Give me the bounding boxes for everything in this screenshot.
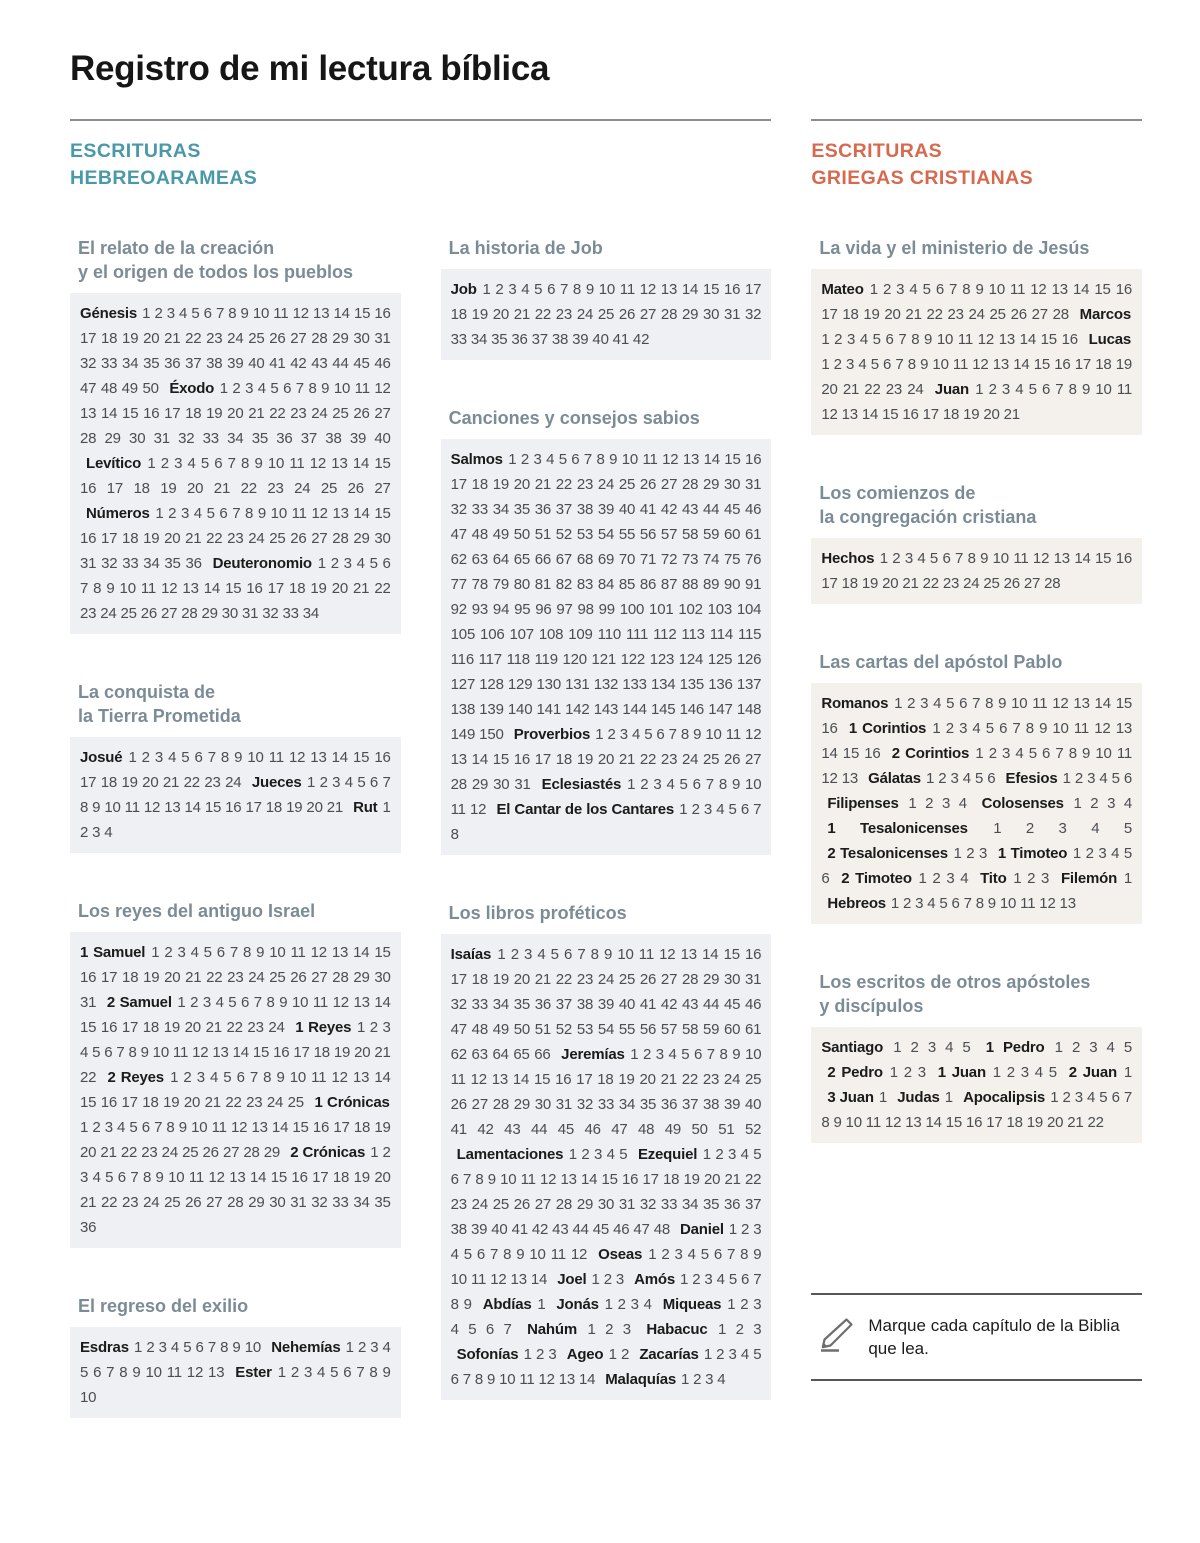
reading-section (811, 970, 1142, 1143)
book-name: Ester (235, 1363, 272, 1381)
book-name: Gálatas (868, 769, 921, 787)
book-name: Números (86, 504, 150, 522)
chapter-numbers: 1 2 3 4 5 6 (926, 769, 996, 787)
chapter-numbers: 1 2 3 4 (80, 798, 391, 841)
greek-scriptures-header-line1: ESCRITURAS (811, 139, 943, 162)
chapter-numbers: 1 2 3 4 5 6 7 8 9 10 (80, 1363, 391, 1406)
reading-section (441, 406, 772, 855)
chapter-numbers: 1 2 3 4 5 6 7 8 9 10 11 12 13 (80, 1338, 391, 1381)
chapter-numbers: 1 2 3 (591, 1270, 625, 1288)
reading-record-columns (70, 236, 1142, 1464)
book-name: Efesios (1005, 769, 1058, 787)
pencil-icon (819, 1315, 855, 1353)
book-name: Ezequiel (637, 1145, 698, 1163)
book-name: 2 Crónicas (290, 1143, 366, 1161)
chapter-box (811, 1027, 1142, 1143)
book-name: Daniel (680, 1220, 724, 1238)
chapter-numbers: 1 2 3 (523, 1345, 557, 1363)
chapter-numbers: 1 2 3 4 5 6 7 8 9 10 11 12 13 14 15 16 17 18 19 20 21 22 23 24 25 26 27 28 29 30 31 32 33 34 35 36 37 38 39 40 41 42 43 44 45 46 47 48 49 50 51 52 53 54 55 56 57 58 59 60 61 62 63 64 65 66 (450, 945, 762, 1063)
book-name: Salmos (450, 450, 503, 468)
chapter-numbers: 1 2 3 4 5 6 7 8 9 10 11 12 13 14 15 16 17 18 19 20 21 22 23 24 25 26 27 28 29 30 31 32 33 34 35 36 37 38 39 40 41 42 (450, 280, 762, 348)
book-name: Judas (897, 1088, 940, 1106)
section-heading: Los escritos de otros apóstoles y discípulos (819, 971, 1091, 1016)
page-title: Registro de mi lectura bíblica (70, 49, 550, 88)
book-name: Oseas (598, 1245, 643, 1263)
book-name: Josué (80, 748, 123, 766)
reading-section (811, 650, 1142, 924)
greek-scriptures-header-line2: GRIEGAS CRISTIANAS (811, 166, 1034, 189)
chapter-box (811, 538, 1142, 604)
book-name: Levítico (86, 454, 142, 472)
chapter-numbers: 1 (537, 1295, 546, 1313)
chapter-numbers: 1 2 3 (1013, 869, 1050, 887)
chapter-numbers: 1 2 3 4 5 6 7 8 9 10 11 12 13 (890, 894, 1076, 912)
book-name: Mateo (821, 280, 864, 298)
book-name: Colosenses (981, 794, 1064, 812)
book-name: 2 Tesalonicenses (827, 844, 948, 862)
reading-section (70, 1294, 401, 1418)
book-name: Rut (353, 798, 378, 816)
chapter-box (441, 269, 772, 360)
chapter-numbers: 1 2 3 4 5 6 7 8 9 10 11 12 13 14 (450, 1345, 762, 1388)
book-name: Hebreos (827, 894, 886, 912)
chapter-numbers: 1 2 3 4 5 6 7 8 9 10 11 12 13 14 15 16 17 18 19 20 21 (80, 773, 391, 816)
section-heading: Los comienzos de la congregación cristiana (819, 482, 1037, 527)
book-name: Habacuc (646, 1320, 708, 1338)
chapter-numbers: 1 (1123, 1063, 1133, 1081)
chapter-numbers: 1 2 3 4 5 6 7 8 9 10 11 12 13 14 15 16 17 18 19 20 21 22 23 24 25 (80, 1068, 391, 1111)
chapter-numbers: 1 2 3 4 (604, 1295, 652, 1313)
reading-section (70, 899, 401, 1248)
chapter-numbers: 1 2 3 4 5 6 7 8 9 10 11 12 13 14 15 16 17 18 19 20 21 22 23 24 25 26 27 28 29 30 31 (80, 943, 391, 1011)
book-name: 1 Samuel (80, 943, 146, 961)
book-name: Apocalipsis (963, 1088, 1046, 1106)
chapter-numbers: 1 2 3 4 (1073, 794, 1133, 812)
chapter-numbers: 1 2 3 4 5 6 7 8 9 10 11 12 13 14 15 16 17 18 19 20 21 22 23 24 (80, 748, 391, 791)
chapter-numbers: 1 2 3 4 5 6 7 8 9 10 11 12 13 14 15 16 (821, 719, 1133, 762)
note-text: Marque cada capítulo de la Biblia que lea. (868, 1315, 1120, 1358)
chapter-numbers: 1 2 3 4 5 6 7 8 9 10 11 12 13 14 15 16 17 18 19 20 21 22 23 24 25 26 27 28 29 30 31 32 33 34 35 36 37 38 39 40 41 42 43 44 45 46 47 48 49 50 51 52 (450, 1045, 762, 1138)
hebrew-scriptures-header-line2: HEBREOARAMEAS (70, 166, 258, 189)
chapter-numbers: 1 2 3 4 5 (1054, 1038, 1132, 1056)
book-name: Abdías (482, 1295, 532, 1313)
book-name: Hechos (821, 549, 875, 567)
chapter-numbers: 1 2 3 4 5 6 7 8 9 10 11 12 13 14 15 16 17 18 19 20 21 22 23 24 25 26 27 28 (821, 280, 1132, 323)
book-name: 2 Juan (1068, 1063, 1117, 1081)
chapter-numbers: 1 2 3 4 5 6 7 8 9 10 11 12 13 14 (450, 1245, 762, 1288)
book-name: Santiago (821, 1038, 884, 1056)
chapter-numbers: 1 2 3 4 5 6 7 8 9 10 11 12 13 14 15 16 17 18 19 20 21 22 23 24 25 26 27 (80, 454, 391, 497)
chapter-numbers: 1 2 3 4 5 6 7 8 9 10 11 12 13 14 15 16 (821, 330, 1078, 348)
book-name: 3 Juan (827, 1088, 874, 1106)
reading-section (811, 236, 1142, 435)
chapter-numbers: 1 2 3 4 (918, 869, 969, 887)
book-name: Malaquías (605, 1370, 676, 1388)
chapter-numbers: 1 2 3 4 5 6 (821, 844, 1133, 887)
book-name: 1 Tesalonicenses (827, 819, 968, 837)
chapter-box (70, 932, 401, 1248)
scripture-headers-row (70, 138, 1142, 192)
book-name: Sofonías (456, 1345, 519, 1363)
section-heading: La conquista de la Tierra Prometida (78, 681, 241, 726)
chapter-numbers: 1 2 3 4 5 6 7 8 9 10 11 12 13 14 15 16 17 18 19 20 21 22 (80, 1018, 391, 1086)
reading-section (811, 481, 1142, 604)
book-name: 1 Reyes (295, 1018, 352, 1036)
book-name: 1 Timoteo (997, 844, 1068, 862)
section-heading: La historia de Job (448, 237, 603, 258)
chapter-numbers: 1 2 3 4 5 6 7 8 9 10 11 12 13 14 15 16 17 18 19 20 21 22 (821, 1088, 1133, 1131)
book-name: Juan (934, 380, 970, 398)
title-rule-left (70, 119, 771, 121)
chapter-box (70, 737, 401, 853)
book-name: Deuteronomio (212, 554, 312, 572)
chapter-numbers: 1 2 3 4 5 6 7 8 9 (450, 1270, 762, 1313)
section-heading: El regreso del exilio (78, 1295, 249, 1316)
book-name: Lucas (1088, 330, 1131, 348)
greek-scriptures-header (811, 138, 1142, 192)
book-name: 1 Juan (937, 1063, 986, 1081)
reading-note (811, 1293, 1142, 1381)
chapter-box (70, 293, 401, 634)
book-name: Génesis (80, 304, 137, 322)
section-heading: Las cartas del apóstol Pablo (819, 651, 1063, 672)
chapter-numbers: 1 (944, 1088, 953, 1106)
book-name: Nahúm (527, 1320, 577, 1338)
chapter-numbers: 1 2 3 4 5 6 7 8 9 10 11 12 13 14 15 16 17 18 19 20 21 22 23 24 25 26 27 28 29 (80, 1118, 391, 1161)
chapter-numbers: 1 2 3 4 5 6 7 8 9 10 11 12 13 14 15 16 17 18 19 20 21 22 23 24 (821, 355, 1132, 398)
reading-section (441, 236, 772, 360)
chapter-numbers: 1 2 3 4 5 6 7 8 9 10 11 12 13 14 15 16 17 18 19 20 21 22 23 24 25 26 27 28 29 30 31 32 33 34 35 36 37 38 39 40 (80, 379, 391, 447)
chapter-numbers: 1 2 3 4 5 6 7 8 (450, 800, 762, 843)
book-name: 2 Samuel (106, 993, 172, 1011)
chapter-numbers: 1 2 3 4 (680, 1370, 726, 1388)
book-name: 1 Crónicas (314, 1093, 390, 1111)
chapter-box (441, 439, 772, 855)
chapter-numbers: 1 (878, 1088, 888, 1106)
book-name: Éxodo (169, 379, 215, 397)
book-name: Filipenses (827, 794, 899, 812)
chapter-numbers: 1 2 3 4 5 6 7 8 9 10 11 12 (450, 1220, 762, 1263)
section-heading: Los libros proféticos (448, 902, 627, 923)
chapter-numbers: 1 2 3 (953, 844, 988, 862)
section-heading: El relato de la creación y el origen de todos los pueblos (78, 237, 354, 282)
hebrew-scriptures-header-line1: ESCRITURAS (70, 139, 201, 162)
chapter-numbers: 1 2 3 4 5 6 7 8 9 10 11 12 13 14 15 16 17 18 19 20 21 22 23 24 25 26 27 28 29 30 31 (450, 725, 762, 793)
book-name: 2 Corintios (891, 744, 970, 762)
chapter-numbers: 1 2 3 4 5 6 7 8 9 10 11 12 13 14 15 16 17 18 19 20 21 22 23 24 25 26 27 28 29 30 31 32 33 34 35 36 37 38 39 40 41 42 43 44 45 46 47 48 49 50 (80, 304, 391, 397)
book-name: 1 Pedro (985, 1038, 1045, 1056)
book-name: Jonás (556, 1295, 599, 1313)
chapter-numbers: 1 2 3 4 5 (993, 819, 1132, 837)
chapter-numbers: 1 2 3 4 5 6 7 8 9 10 11 12 13 14 15 16 17 18 19 20 21 22 23 24 25 26 27 28 29 30 31 32 33 34 35 36 (80, 504, 391, 572)
chapter-numbers: 1 (1123, 869, 1132, 887)
chapter-numbers: 1 2 3 4 (908, 794, 967, 812)
chapter-numbers: 1 2 3 (717, 1320, 762, 1338)
title-rules-row (70, 119, 1142, 121)
section-heading: Canciones y consejos sabios (448, 407, 700, 428)
chapter-numbers: 1 2 3 4 5 6 7 8 9 10 11 12 13 (821, 744, 1133, 787)
reading-section (70, 236, 401, 634)
book-name: Proverbios (513, 725, 591, 743)
chapter-numbers: 1 2 3 4 5 (568, 1145, 628, 1163)
book-name: Eclesiastés (541, 775, 622, 793)
chapter-numbers: 1 2 3 4 5 6 7 8 9 10 11 12 13 14 15 16 17 18 19 20 21 22 23 24 25 26 27 28 29 30 31 32 33 34 35 36 37 38 39 40 41 42 43 44 45 46 47 48 (450, 1145, 762, 1238)
chapter-numbers: 1 2 3 4 5 6 7 8 9 10 11 12 (450, 775, 762, 818)
book-name: 2 Pedro (827, 1063, 883, 1081)
chapter-numbers: 1 2 3 4 5 6 7 8 9 10 (134, 1338, 262, 1356)
bible-column-greek (811, 236, 1142, 1381)
book-name: Filemón (1060, 869, 1118, 887)
book-name: 2 Timoteo (841, 869, 912, 887)
chapter-box (70, 1327, 401, 1418)
book-name: Esdras (80, 1338, 129, 1356)
chapter-numbers: 1 2 3 (587, 1320, 631, 1338)
chapter-numbers: 1 2 3 4 5 6 7 8 9 10 11 12 13 14 15 16 17 18 19 20 21 22 23 24 25 26 27 28 29 30 31 32 33 34 (80, 554, 391, 622)
book-name: Miqueas (662, 1295, 722, 1313)
book-name: Amós (634, 1270, 675, 1288)
book-name: El Cantar de los Cantares (496, 800, 675, 818)
chapter-box (441, 934, 772, 1400)
book-name: 1 Corintios (848, 719, 927, 737)
chapter-numbers: 1 2 3 4 5 6 7 8 9 10 11 12 13 14 15 16 17 18 19 20 21 22 23 24 25 26 27 28 29 30 31 32 33 34 35 36 (80, 1143, 391, 1236)
chapter-numbers: 1 2 3 4 5 6 7 (450, 1295, 762, 1338)
section-heading: La vida y el ministerio de Jesús (819, 237, 1090, 258)
chapter-numbers: 1 2 3 4 5 6 7 8 9 10 11 12 13 14 15 16 17 18 19 20 21 22 23 24 25 26 27 28 (821, 549, 1132, 592)
book-name: Joel (557, 1270, 587, 1288)
book-name: Romanos (821, 694, 889, 712)
bible-column-hebrew-2 (441, 236, 772, 1446)
book-name: Jueces (251, 773, 302, 791)
chapter-numbers: 1 2 3 4 5 6 7 8 9 10 11 12 13 14 15 16 17 18 19 20 21 (821, 380, 1133, 423)
book-name: Tito (980, 869, 1007, 887)
book-name: Jeremías (561, 1045, 625, 1063)
reading-section (70, 680, 401, 853)
chapter-numbers: 1 2 3 4 5 (893, 1038, 971, 1056)
chapter-box (811, 683, 1142, 924)
section-heading: Los reyes del antiguo Israel (78, 900, 316, 921)
book-name: Ageo (566, 1345, 604, 1363)
book-name: Zacarías (639, 1345, 699, 1363)
reading-section (441, 901, 772, 1400)
book-name: Nehemías (271, 1338, 341, 1356)
chapter-numbers: 1 2 3 4 5 6 (1062, 769, 1132, 787)
chapter-numbers: 1 2 3 4 5 6 7 8 9 10 11 12 13 14 15 16 17 18 19 20 21 22 23 24 25 26 27 28 29 30 31 32 33 34 35 36 37 38 39 40 41 42 43 44 45 46 47 48 49 50 51 52 53 54 55 56 57 58 59 60 61 62 63 64 65 66 67 68 69 70 71 72 73 74 75 76 77 78 79 80 81 82 83 84 85 86 87 88 89 90 91 92 93 94 95 96 97 98 99 100 101 102 103 104 105 106 107 108 109 110 111 112 113 114 115 116 117 118 119 120 121 122 123 124 125 126 127 128 129 130 131 132 133 134 135 136 137 138 139 140 141 142 143 144 145 146 147 148 149 150 (450, 450, 762, 743)
book-name: 2 Reyes (107, 1068, 164, 1086)
book-name: Isaías (450, 945, 492, 963)
title-rule-right (811, 119, 1142, 121)
chapter-numbers: 1 2 3 4 5 (992, 1063, 1057, 1081)
bible-column-hebrew-1 (70, 236, 401, 1464)
book-name: Marcos (1079, 305, 1131, 323)
chapter-numbers: 1 2 3 4 5 6 7 8 9 10 11 12 13 14 15 16 (821, 694, 1132, 737)
hebrew-scriptures-header (70, 138, 401, 192)
chapter-numbers: 1 2 3 4 5 6 7 8 9 10 11 12 13 14 15 16 17 18 19 20 21 22 23 24 (80, 993, 391, 1036)
chapter-box (811, 269, 1142, 435)
book-name: Job (450, 280, 477, 298)
chapter-numbers: 1 2 3 (889, 1063, 926, 1081)
chapter-numbers: 1 2 (608, 1345, 630, 1363)
book-name: Lamentaciones (456, 1145, 564, 1163)
